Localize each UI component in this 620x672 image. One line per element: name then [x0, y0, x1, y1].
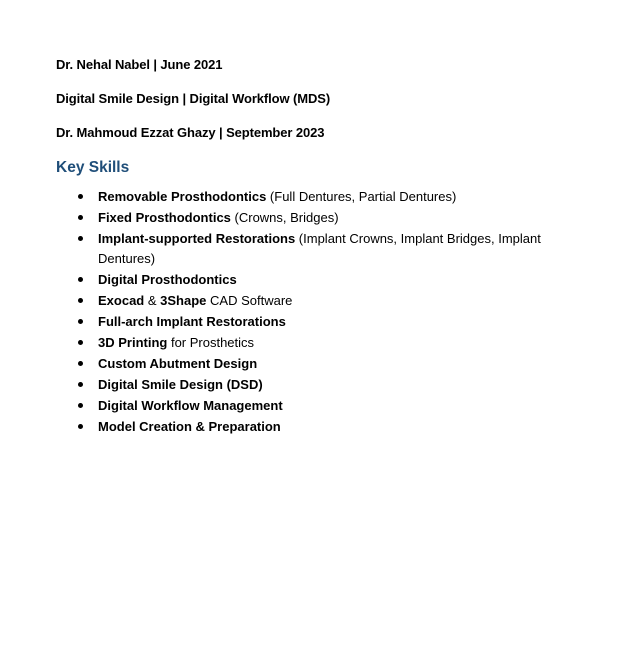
- skill-name: Digital Workflow Management: [98, 398, 283, 413]
- skill-detail: (Crowns, Bridges): [230, 210, 339, 225]
- list-item: [78, 417, 578, 437]
- list-item: [78, 291, 578, 311]
- list-item: [78, 229, 578, 269]
- bullet-icon: [78, 361, 83, 366]
- list-item: [78, 396, 578, 416]
- list-item: [78, 333, 578, 353]
- skill-detail: (Implant Crowns, Implant Bridges, Implant Dentures): [98, 231, 541, 266]
- certification-line: Dr. Nehal Nabel | June 2021: [56, 57, 223, 72]
- skill-detail: for Prosthetics: [167, 335, 255, 350]
- bullet-icon: [78, 382, 83, 387]
- skill-name: 3Shape: [160, 293, 207, 308]
- list-item: [78, 270, 578, 290]
- skill-connector: &: [144, 293, 161, 308]
- skill-name: Full-arch Implant Restorations: [98, 314, 286, 329]
- skill-detail: CAD Software: [206, 293, 293, 308]
- skill-name: Digital Prosthodontics: [98, 272, 237, 287]
- bullet-icon: [78, 215, 83, 220]
- bullet-icon: [78, 298, 83, 303]
- list-item: [78, 354, 578, 374]
- bullet-icon: [78, 319, 83, 324]
- bullet-icon: [78, 340, 83, 345]
- certification-line: Dr. Mahmoud Ezzat Ghazy | September 2023: [56, 125, 325, 140]
- bullet-icon: [78, 403, 83, 408]
- certification-line: Digital Smile Design | Digital Workflow (MDS): [56, 91, 331, 106]
- list-item: [78, 187, 578, 207]
- skill-name: Implant-supported Restorations: [98, 231, 296, 246]
- skill-name: Custom Abutment Design: [98, 356, 258, 371]
- bullet-icon: [78, 236, 83, 241]
- skill-detail: (Full Dentures, Partial Dentures): [266, 189, 457, 204]
- skill-name: Fixed Prosthodontics: [98, 210, 231, 225]
- skill-name: Exocad: [98, 293, 145, 308]
- skill-name: Model Creation & Preparation: [98, 419, 281, 434]
- skill-name: Digital Smile Design (DSD): [98, 377, 263, 392]
- bullet-icon: [78, 194, 83, 199]
- skill-name: 3D Printing: [98, 335, 168, 350]
- list-item: [78, 208, 578, 228]
- list-item: [78, 312, 578, 332]
- key-skills-heading: Key Skills: [56, 159, 130, 176]
- bullet-icon: [78, 424, 83, 429]
- bullet-icon: [78, 277, 83, 282]
- key-skills-list: [78, 187, 578, 438]
- list-item: [78, 375, 578, 395]
- skill-name: Removable Prosthodontics: [98, 189, 267, 204]
